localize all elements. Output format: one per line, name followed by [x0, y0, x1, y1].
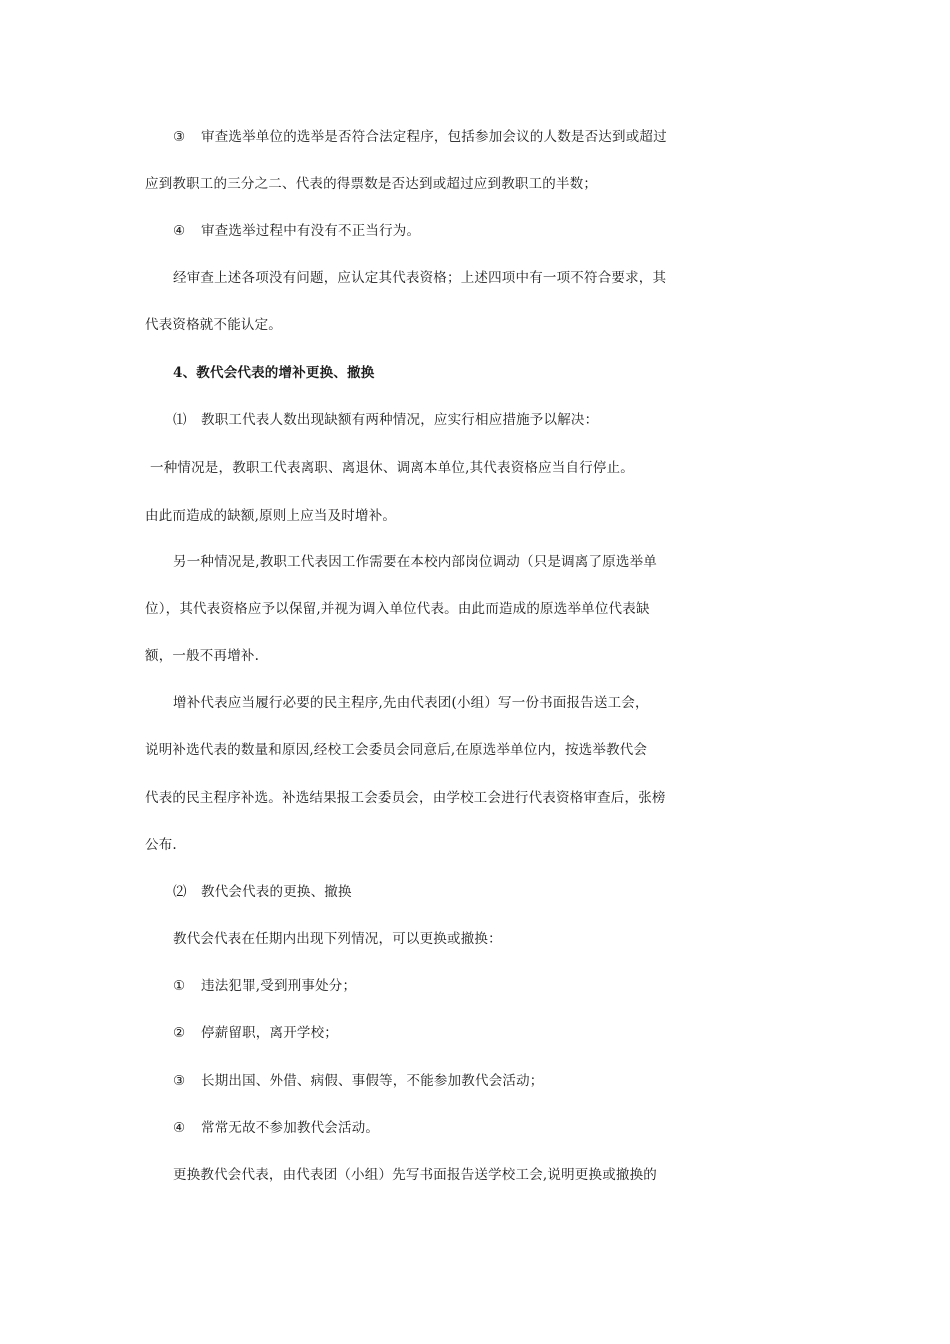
paragraph-line: 另一种情况是,教职工代表因工作需要在本校内部岗位调动（只是调离了原选举单	[173, 554, 657, 570]
paragraph-line: 代表资格就不能认定。	[145, 317, 282, 333]
list-marker: ④	[173, 1120, 186, 1136]
paragraph-line: 代表的民主程序补选。补选结果报工会委员会，由学校工会进行代表资格审查后，张榜	[145, 790, 666, 806]
paragraph-line: 公布.	[145, 837, 177, 853]
paragraph-line	[173, 221, 733, 241]
line-text: 教代会代表的更换、撤换	[201, 884, 352, 900]
list-marker: ③	[173, 1073, 186, 1089]
list-marker: ⑴	[173, 412, 187, 428]
paragraph-line	[173, 1023, 733, 1043]
list-marker: ④	[173, 223, 186, 239]
paragraph-line: 说明补选代表的数量和原因,经校工会委员会同意后,在原选举单位内，按选举教代会	[145, 742, 648, 758]
paragraph-line	[173, 1071, 733, 1091]
paragraph-line	[173, 976, 733, 996]
paragraph-line: 应到教职工的三分之二、代表的得票数是否达到或超过应到教职工的半数；	[145, 176, 598, 192]
list-marker: ②	[173, 1025, 186, 1041]
line-text: 教职工代表人数出现缺额有两种情况，应实行相应措施予以解决：	[201, 412, 599, 428]
paragraph-line: 更换教代会代表，由代表团（小组）先写书面报告送学校工会,说明更换或撤换的	[173, 1167, 657, 1183]
paragraph-line	[173, 410, 733, 430]
line-text: 审查选举单位的选举是否符合法定程序，包括参加会议的人数是否达到或超过	[201, 129, 667, 145]
paragraph-line	[173, 1118, 733, 1138]
list-marker: ⑵	[173, 884, 187, 900]
paragraph-line: 额，一般不再增补.	[145, 648, 260, 664]
paragraph-line: 经审查上述各项没有问题，应认定其代表资格；上述四项中有一项不符合要求，其	[173, 270, 667, 286]
paragraph-line: 增补代表应当履行必要的民主程序,先由代表团(小组）写一份书面报告送工会，	[173, 695, 649, 711]
paragraph-line	[173, 882, 733, 902]
paragraph-line: 一种情况是，教职工代表离职、离退休、调离本单位,其代表资格应当自行停止。	[150, 460, 634, 476]
line-text: 长期出国、外借、病假、事假等，不能参加教代会活动；	[201, 1073, 544, 1089]
line-text: 违法犯罪,受到刑事处分；	[201, 978, 357, 994]
section-heading: 4、教代会代表的增补更换、撤换	[173, 365, 375, 381]
line-text: 停薪留职，离开学校；	[201, 1025, 338, 1041]
line-text: 审查选举过程中有没有不正当行为。	[201, 223, 421, 239]
list-marker: ③	[173, 129, 186, 145]
paragraph-line: 位），其代表资格应予以保留,并视为调入单位代表。由此而造成的原选举单位代表缺	[145, 601, 650, 617]
paragraph-line	[173, 127, 733, 147]
paragraph-line: 教代会代表在任期内出现下列情况，可以更换或撤换：	[173, 931, 502, 947]
paragraph-line: 由此而造成的缺额,原则上应当及时增补。	[145, 508, 397, 524]
line-text: 常常无故不参加教代会活动。	[201, 1120, 380, 1136]
list-marker: ①	[173, 978, 186, 994]
